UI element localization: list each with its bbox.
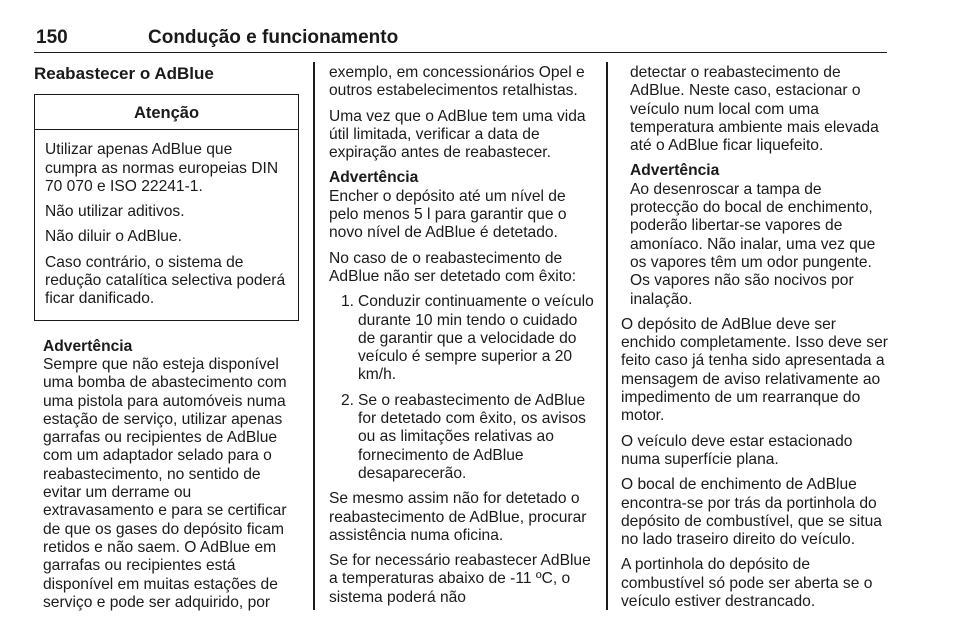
notice-label: Advertência [630, 162, 720, 180]
notice-text: Encher o depósito até um nível de pelo menos 5 l para garantir que o novo nível de AdBlue é detetado. [329, 187, 567, 242]
column-divider-1 [313, 62, 315, 610]
step-number: 2. [341, 391, 355, 409]
step-text: Conduzir continuamente o veículo durante 10 min tendo o cuidado de garantir que a velocidade do veículo é sempre superior a 20 km/h. [358, 293, 594, 384]
paragraph: Se for necessário reabastecer AdBlue a temperaturas abaixo de -11 ºC, o sistema poderá não [329, 552, 591, 606]
notice-text: Sempre que não esteja disponível uma bomba de abastecimento com uma pistola para automóveis numa estação de serviço, utilizar apenas garrafas ou recipientes de AdBlue com um adaptador selado para o reabastecimento, no sentido de evitar um derrame ou extravasamento e para se certificar de que os gases do depósito ficam retidos e não saem. O AdBlue em garrafas ou recipientes está disponível em muitas estações de serviço e pode ser adquirido, por [43, 355, 287, 611]
notice-block [34, 338, 299, 612]
attention-paragraph: Caso contrário, o sistema de redução catalítica selectiva poderá ficar danificado. [45, 253, 286, 308]
page-number: 150 [36, 27, 68, 48]
paragraph: O depósito de AdBlue deve ser enchido completamente. Isso deve ser feito caso já tenha sido apresentada a mensagem de aviso relativamente ao impedimento de um rearranque do motor. [621, 315, 888, 425]
notice-label: Advertência [43, 337, 133, 355]
attention-title: Atenção [35, 95, 298, 130]
paragraph: Uma vez que o AdBlue tem uma vida útil limitada, verificar a data de expiração antes de reabastecer. [329, 107, 586, 162]
notice-label: Advertência [329, 169, 419, 187]
chapter-title: Condução e funcionamento [148, 27, 399, 48]
attention-paragraph: Não diluir o AdBlue. [45, 228, 182, 246]
steps-list [329, 293, 594, 483]
column-1 [34, 64, 299, 612]
list-item [329, 293, 594, 384]
page-header [34, 27, 887, 53]
notice-text: Ao desenroscar a tampa de protecção do bocal de enchimento, poderão libertar-se vapores de amoníaco. Não inalar, uma vez que os vapores têm um odor pungente. Os vapores não são nocivos por inalação. [630, 180, 876, 308]
attention-body [35, 130, 298, 319]
attention-paragraph: Não utilizar aditivos. [45, 203, 185, 221]
paragraph: O veículo deve estar estacionado numa superfície plana. [621, 432, 853, 468]
section-title: Reabastecer o AdBlue [34, 64, 214, 83]
column-2 [329, 64, 594, 614]
paragraph: No caso de o reabastecimento de AdBlue não ser detetado com êxito: [329, 249, 577, 285]
paragraph: A portinhola do depósito de combustível só pode ser aberta se o veículo estiver destrancado. [621, 556, 873, 611]
notice-block [621, 162, 888, 308]
paragraph: exemplo, em concessionários Opel e outros estabelecimentos retalhistas. [329, 64, 585, 100]
column-divider-2 [606, 62, 608, 610]
list-item [329, 392, 594, 483]
step-text: Se o reabastecimento de AdBlue for detetado com êxito, os avisos ou as limitações relativas ao fornecimento de AdBlue desaparecerão. [358, 391, 586, 482]
notice-block [329, 169, 594, 242]
continued-paragraph: detectar o reabastecimento de AdBlue. Neste caso, estacionar o veículo num local com uma temperatura ambiente mais elevada até o AdBlue ficar liquefeito. [630, 64, 879, 155]
paragraph: O bocal de enchimento de AdBlue encontra-se por trás da portinhola do depósito de combustível, que se situa no lado traseiro direito do veículo. [621, 476, 882, 549]
step-number: 1. [341, 293, 355, 311]
column-3 [621, 64, 888, 618]
attention-paragraph: Utilizar apenas AdBlue que cumpra as normas europeias DIN 70 070 e ISO 22241-1. [45, 141, 279, 195]
paragraph: Se mesmo assim não for detetado o reabastecimento de AdBlue, procurar assistência numa oficina. [329, 490, 587, 544]
attention-box [34, 94, 299, 321]
